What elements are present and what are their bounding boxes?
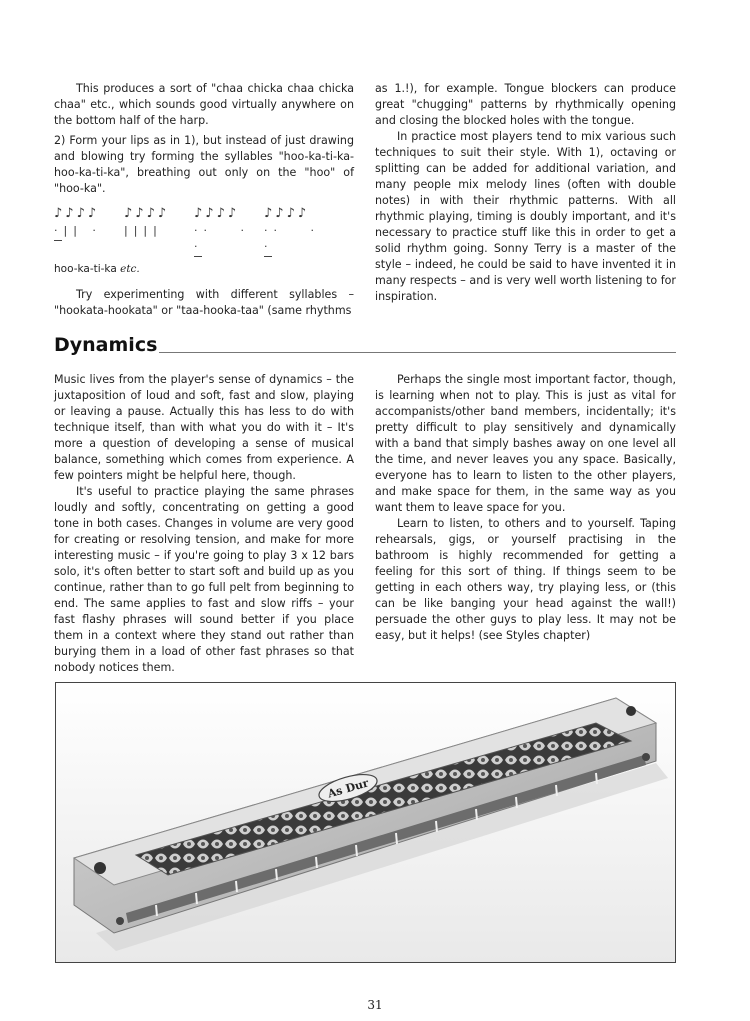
eighth-notes: ♪♪♪♪ [54,206,100,221]
underline-mark [54,240,62,241]
caption-etc: etc. [120,263,140,275]
nameplate-text: As Dur [326,776,371,801]
eighth-notes: ♪♪♪♪ [264,206,310,221]
note-group [54,205,110,257]
note-group [264,205,320,257]
harmonica-icon [56,683,675,962]
caption-syllables: hoo-ka-ti-ka [54,263,121,275]
column-4 [375,372,676,644]
section-heading [54,334,676,358]
column-2 [375,81,676,305]
harmonica-photo [55,682,676,963]
column-1 [54,81,354,319]
articulation-marks: ·· · · [194,224,250,253]
paragraph: It's useful to practice playing the same phrases loudly and softly, concentrating on getting a good tone in both cases. Changes in volume are very good for creating or resolving tension, and make for more interesting music – if you're going to play 3 x 12 bars solo, it's often better to start soft and build up as you continue, rather than to go full pelt from beginning to end. The same applies to fast and slow riffs – your fast flashy phrases will sound better if you place them in a context where they stand out rather than burying them in a load of other fast phrases so that nobody notices them. [54,485,354,674]
paragraph: as 1.!), for example. Tongue blockers can produce great "chugging" patterns by rhythmically opening and closing the blocked holes with the tongue. [375,82,676,127]
articulation-marks: |||| [124,224,163,237]
section-title: Dynamics [54,334,158,356]
paragraph: This produces a sort of "chaa chicka chaa chicka chaa" etc., which sounds good virtually anywhere on the bottom half of the harp. [54,82,354,127]
note-group [124,205,180,257]
paragraph: Learn to listen, to others and to yourself. Taping rehearsals, gigs, or yourself practising in the bathroom is highly recommended for getting a feeling for this sort of thing. If things seem to be getting in each others way, try playing less, or (this can be like banging your head against the wall!) persuade the other guys to play less. It may not be easy, but it helps! (see Styles chapter) [375,517,676,642]
note-group [194,205,250,257]
notation-caption [54,261,354,277]
paragraph: Perhaps the single most important factor, though, is learning when not to play. This is just as vital for accompanists/other band members, incidentally; it's pretty difficult to play sensitively and dynamically with a band that simply bashes away on one level all the time, and never leaves you any space. Basically, everyone has to learn to listen to the other players, and make space for them, in the same way as you want them to leave space for you. [375,373,676,514]
paragraph: Music lives from the player's sense of dynamics – the juxtaposition of loud and soft, fast and slow, playing or leaving a pause. Actually this has less to do with technique itself, than with what you do with it – It's more a question of developing a sense of musical balance, something which comes from experience. A few pointers might be helpful here, though. [54,373,354,482]
paragraph: In practice most players tend to mix various such techniques to suit their style. With 1), octaving or splitting can be added for additional variation, and many people mix melody lines (often with double notes) in with their rhythmic patterns. With all rhythmic playing, timing is doubly important, and it's necessary to practice stuff like this in order to get a solid rhythm going. Sonny Terry is a master of the style – indeed, he could be said to have invented it in many respects – and is very well worth listening to for inspiration. [375,130,676,303]
paragraph: 2) Form your lips as in 1), but instead of just drawing and blowing try forming the syllables "hoo-ka-ti-ka-hoo-ka-ti-ka", breathing out only on the "hoo" of "hoo-ka". [54,134,354,195]
eighth-notes: ♪♪♪♪ [194,206,240,221]
underline-mark [194,256,202,257]
eighth-notes: ♪♪♪♪ [124,206,170,221]
page-number: 31 [367,998,383,1012]
articulation-marks: ·|| · [54,224,102,237]
rhythm-notation [54,205,354,257]
underline-mark [264,256,272,257]
paragraph: Try experimenting with different syllables – "hookata-hookata" or "taa-hooka-taa" (same rhythms [54,288,354,317]
column-3 [54,372,354,676]
articulation-marks: ·· · · [264,224,320,253]
